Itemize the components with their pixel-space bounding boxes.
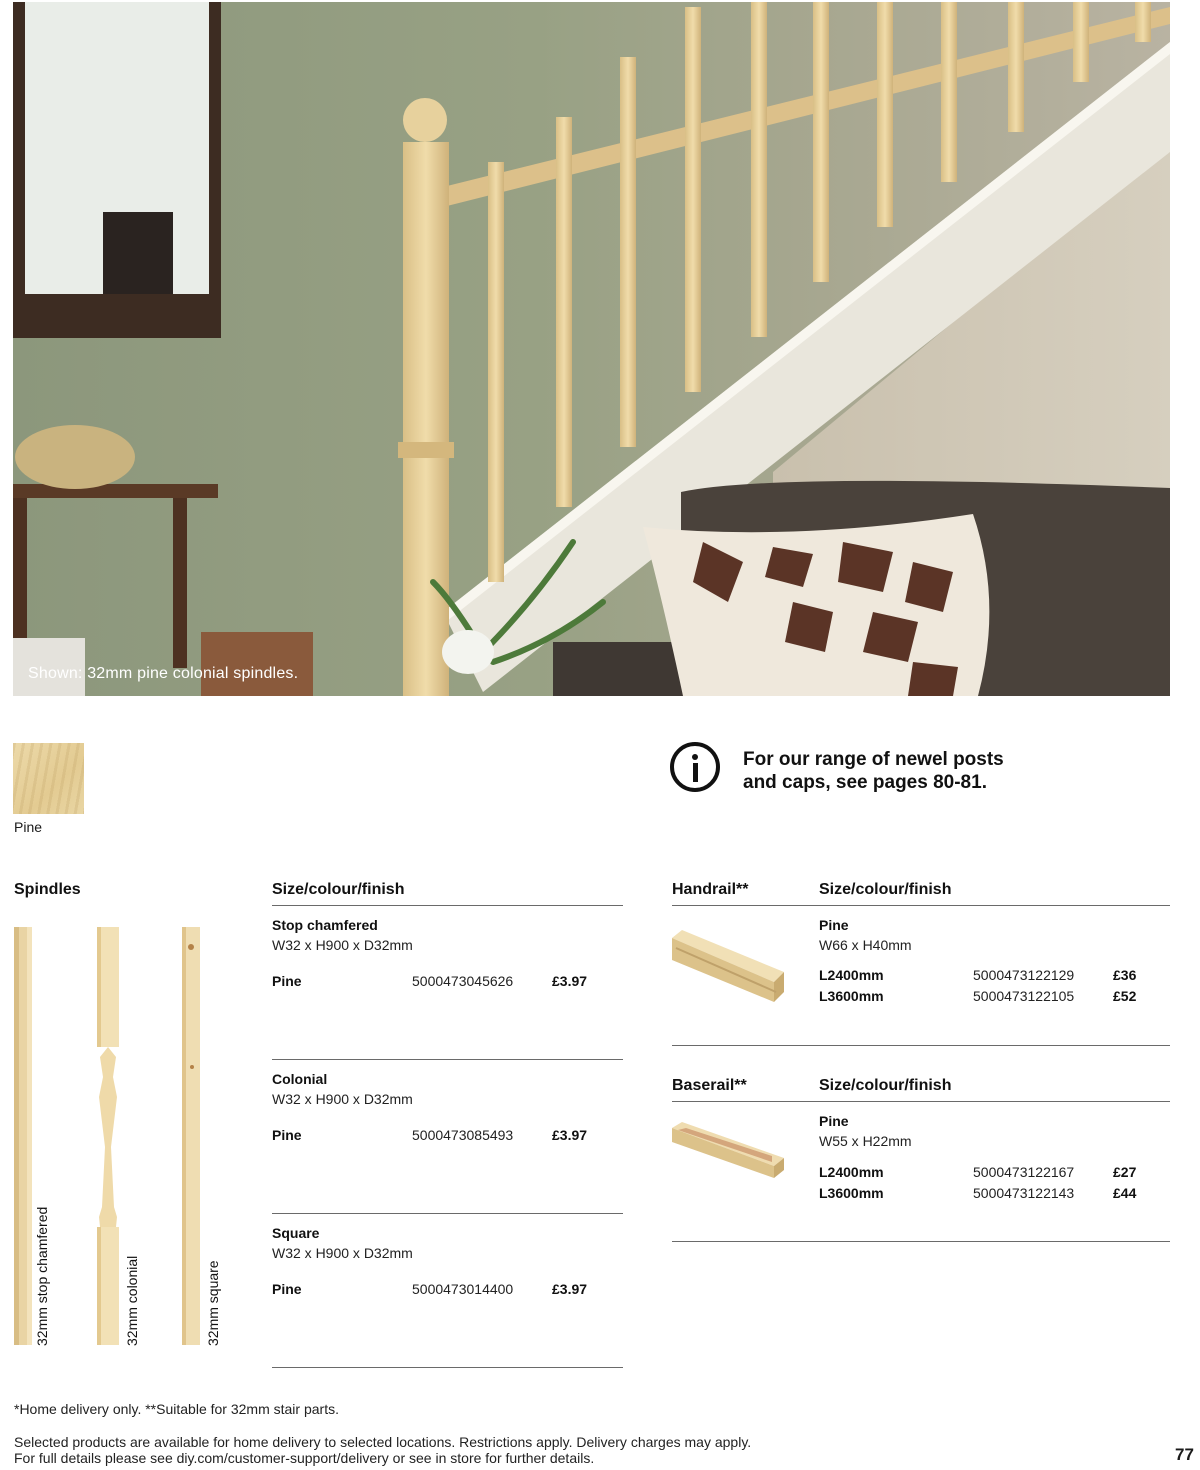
square-image-label: 32mm square [205, 1260, 221, 1346]
baserail-header-rule [672, 1101, 1170, 1102]
spindle-finish: Pine [272, 973, 302, 989]
colonial-spindle-image [97, 927, 119, 1345]
baserail-price: £27 [1113, 1164, 1137, 1180]
spindle-name: Square [272, 1225, 320, 1241]
square-spindle-image [182, 927, 200, 1345]
info-callout [743, 748, 1043, 794]
handrail-finish: Pine [819, 917, 849, 933]
spindle-price: £3.97 [552, 1127, 588, 1143]
swatch-label: Pine [14, 819, 43, 835]
handrail-price: £52 [1113, 988, 1137, 1004]
spindle-code: 5000473045626 [412, 973, 514, 989]
spindle-code: 5000473014400 [412, 1281, 514, 1297]
spindle-price: £3.97 [552, 1281, 588, 1297]
info-line-1: For our range of newel posts [743, 749, 1004, 770]
footnote: *Home delivery only. **Suitable for 32mm stair parts. [14, 1401, 339, 1417]
info-icon [670, 742, 720, 792]
spindle-dims: W32 x H900 x D32mm [272, 937, 413, 953]
stop-chamfered-image-label: 32mm stop chamfered [34, 1206, 50, 1346]
spindle-row-rule [272, 1213, 623, 1214]
baserail-col-heading: Size/colour/finish [819, 1077, 952, 1094]
handrail-bottom-rule [672, 1045, 1170, 1046]
baserail-length: L2400mm [819, 1164, 884, 1180]
baserail-code: 5000473122143 [973, 1185, 1075, 1201]
baserail-code: 5000473122167 [973, 1164, 1075, 1180]
info-icon-bar [693, 763, 698, 782]
info-icon-dot [692, 754, 698, 760]
spindle-name: Stop chamfered [272, 917, 378, 933]
handrail-col-heading: Size/colour/finish [819, 881, 952, 898]
spindle-row-rule [272, 1059, 623, 1060]
spindle-price: £3.97 [552, 973, 588, 989]
baserail-length: L3600mm [819, 1185, 884, 1201]
spindle-finish: Pine [272, 1281, 302, 1297]
spindle-finish: Pine [272, 1127, 302, 1143]
handrail-price: £36 [1113, 967, 1137, 983]
handrail-length: L3600mm [819, 988, 884, 1004]
stop-chamfered-spindle-image [14, 927, 32, 1345]
baserail-bottom-rule [672, 1241, 1170, 1242]
colonial-image-label: 32mm colonial [124, 1255, 140, 1346]
spindle-dims: W32 x H900 x D32mm [272, 1245, 413, 1261]
handrail-header-rule [672, 905, 1170, 906]
handrail-code: 5000473122129 [973, 967, 1075, 983]
spindles-col-heading: Size/colour/finish [272, 881, 405, 898]
handrail-code: 5000473122105 [973, 988, 1075, 1004]
handrail-length: L2400mm [819, 967, 884, 983]
page-number: 77 [1175, 1445, 1194, 1464]
handrail-image [672, 930, 784, 1002]
handrail-dims: W66 x H40mm [819, 937, 912, 953]
spindles-heading: Spindles [14, 881, 81, 898]
spindles-header-rule [272, 905, 623, 906]
info-line-2: and caps, see pages 80-81. [743, 772, 987, 793]
spindle-table-bottom-rule [272, 1367, 623, 1368]
baserail-dims: W55 x H22mm [819, 1133, 912, 1149]
handrail-heading: Handrail** [672, 881, 749, 898]
baserail-image [672, 1122, 784, 1178]
delivery-note-line-2: For full details please see diy.com/customer-support/delivery or see in store for further details. [14, 1450, 595, 1466]
baserail-finish: Pine [819, 1113, 849, 1129]
spindle-code: 5000473085493 [412, 1127, 514, 1143]
staircase-illustration [13, 2, 1170, 696]
spindle-name: Colonial [272, 1071, 328, 1087]
delivery-note-line-1: Selected products are available for home delivery to selected locations. Restrictions apply. Delivery charges may apply. [14, 1434, 752, 1450]
baserail-price: £44 [1113, 1185, 1137, 1201]
hero-caption: Shown: 32mm pine colonial spindles. [28, 665, 299, 682]
hero-photo [13, 2, 1170, 696]
baserail-heading: Baserail** [672, 1077, 747, 1094]
spindle-dims: W32 x H900 x D32mm [272, 1091, 413, 1107]
pine-swatch [13, 743, 84, 814]
